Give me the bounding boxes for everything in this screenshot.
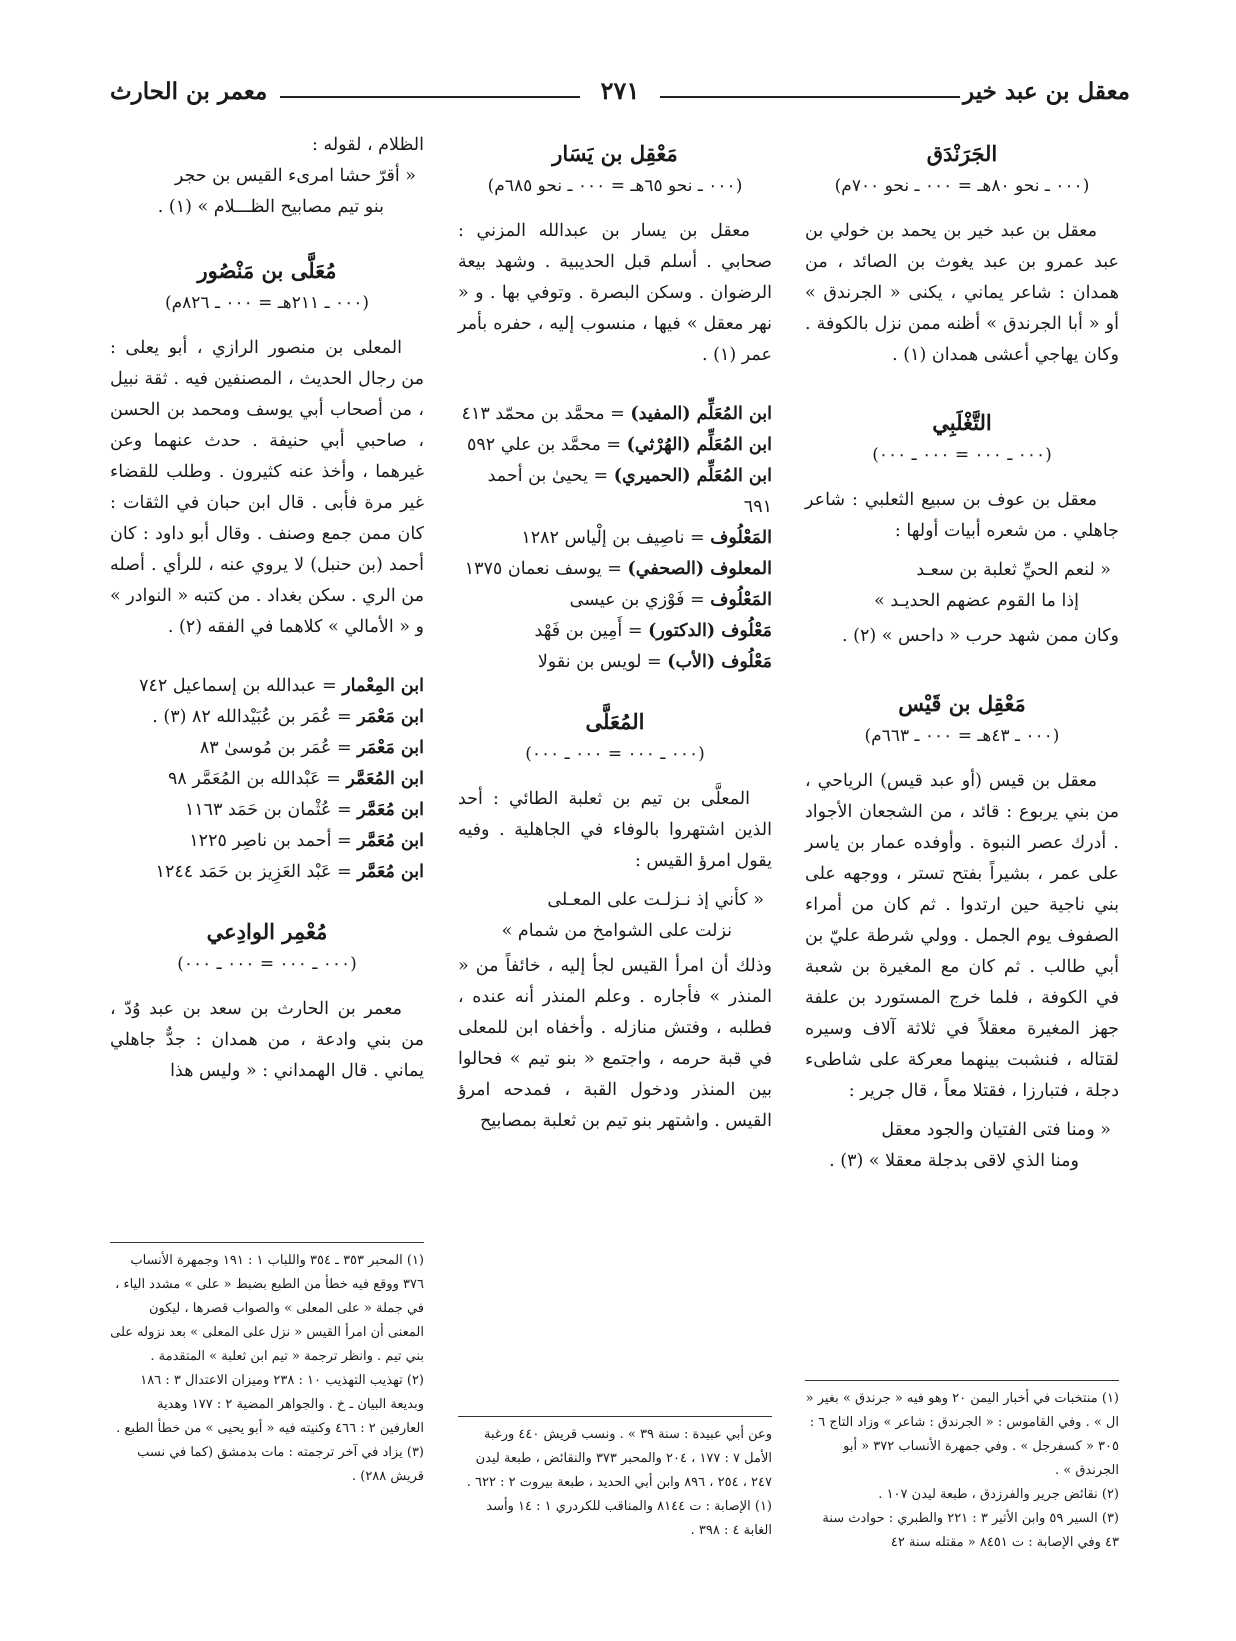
cross-reference: ابن مَعْمَر = عُمَر بن عُبَيْدالله ٨٢ (٣) . <box>152 707 424 727</box>
entry-title: الجَرَنْدَق <box>926 141 998 166</box>
verse-line: نزلت على الشوامخ من شمام » <box>501 921 732 941</box>
entry-body: وذلك أن امرأ القيس لجأ إليه ، خائفاً من « المنذر » فأجاره . وعلم المنذر أنه عنده ، فطلبه ، وفتش منازله . وأخفاه ابن للمعلى في قبة حرمه ، واجتمع « بنو تيم » فحالوا بين المنذر ودخول القبة ، فمدحه امرؤ القيس . واشتهر بنو تيم بن ثعلبة بمصابيح <box>458 956 772 1131</box>
cross-reference: ابن مَعْمَر = عُمَر بن مُوسىٰ ٨٣ <box>199 738 424 758</box>
footnote: وعن أبي عبيدة : سنة ٣٩ » . ونسب قريش ٤٤٠ ورغبة الأمل ٧ : ١٧٧ ، ٢٠٤ والمحبر ٣٧٣ والنقائض ، طبعة ليدن ٢٤٧ ، ٢٥٤ ، ٨٩٦ وابن أبي الحديد ، طبعة بيروت ٢ : ٦٢٢ . <box>466 1427 772 1490</box>
entry-body: معقل بن قيس (أو عبد قيس) الرياحي ، من بني يربوع : قائد ، من الشجعان الأجواد . أدرك عصر النبوة . وأوفده عمار بن ياسر على عمر ، بشيراً بفتح تستر ، ووجهه على بني ناجية حين ارتدوا . ثم كان من أمراء الصفوف يوم الجمل . وولي شرطة عليّ بن أبي طالب . ثم كان مع المغيرة بن شعبة في الكوفة ، فلما خرج المستورد بن علفة جهز المغيرة معقلاً في ثلاثة آلاف وسيره لقتاله ، فنشبت بينهما معركة على شاطىء دجلة ، فتبارزا ، فقتلا معاً ، قال جرير : <box>805 771 1119 1101</box>
cross-reference: المَعْلُوف = ناصِيف بن إلْياس ١٢٨٢ <box>521 528 772 548</box>
column-right <box>805 130 1119 1181</box>
entry-body: المعلى بن منصور الرازي ، أبو يعلى : من رجال الحديث ، المصنفين فيه . ثقة نبيل ، من أصحاب أبي يوسف ومحمد بن الحسن ، صاحبي أبي حنيفة . حدث عنهما وعن غيرهما ، وأخذ عنه كثيرون . وطلب للقضاء غير مرة فأبى . قال ابن حبان في الثقات : كان ممن جمع وصنف . وقال أبو داود : كان أحمد (بن حنبل) لا يروي عنه ، للرأي . أصله من الري . سكن بغداد . من كتبه « النوادر » و « الأمالي » كلاهما في الفقه (٢) . <box>110 338 424 637</box>
entry-body: معقل بن يسار بن عبدالله المزني : صحابي . أسلم قبل الحديبية . وشهد بيعة الرضوان . وسكن البصرة . وتوفي بها . و « نهر معقل » فيها ، منسوب إليه ، حفره بأمر عمر (١) . <box>458 221 772 365</box>
cross-reference: ابن المُعَلِّم (الهُرْثي) = محمَّد بن علي ٥٩٢ <box>466 435 772 455</box>
entry-body: معقل بن عوف بن سبيع الثعلبي : شاعر جاهلي . من شعره أبيات أولها : <box>805 490 1119 541</box>
cross-reference: ابن المِعْمار = عبدالله بن إسماعيل ٧٤٢ <box>139 676 424 696</box>
entry-dates: (٠٠٠ ـ ٠٠٠ = ٠٠٠ ـ ٠٠٠) <box>872 445 1052 465</box>
footnotes-right <box>805 1380 1119 1555</box>
column-left <box>110 130 424 1095</box>
entry-title: المُعَلَّى <box>585 709 645 734</box>
footnote: (٣) يزاد في آخر ترجمته : مات بدمشق (كما في نسب قريش ٢٨٨) . <box>137 1445 424 1484</box>
entry-body: وكان ممن شهد حرب « داحس » (٢) . <box>842 626 1119 646</box>
entry-body: معقل بن عبد خير بن يحمد بن خولي بن عبد عمرو بن عبد يغوث بن الصائد ، من همدان : شاعر يماني ، يكنى « الجرندق » أو « أبا الجرندق » أظنه ممن نزل بالكوفة . وكان يهاجي أعشى همدان (١) . <box>805 221 1119 365</box>
footnote-separator <box>805 1380 1119 1381</box>
verse-line: إذا ما القوم عضهم الحديـد » <box>874 591 1079 611</box>
header-right-title: معقل بن عبد خير <box>963 78 1130 105</box>
entry-dates: (٠٠٠ ـ ٤٣هـ = ٠٠٠ ـ ٦٦٣م) <box>864 726 1060 746</box>
footnotes-middle <box>458 1416 772 1543</box>
header-rule-left <box>280 96 580 98</box>
entry-title: مَعْقِل بن يَسَار <box>552 141 678 166</box>
running-header <box>110 72 1130 116</box>
cross-reference: ابن المُعَلِّم (الحميري) = يحيىٰ بن أحمد ٦٩١ <box>487 466 772 517</box>
cross-reference: ابن مُعَمَّر = عُثْمان بن حَمَد ١١٦٣ <box>184 800 424 820</box>
verse-line: « أقرّ حشا امرىء القيس بن حجر <box>174 166 416 186</box>
footnote: (١) المحبر ٣٥٣ ـ ٣٥٤ واللباب ١ : ١٩١ وجمهرة الأنساب ٣٧٦ ووقع فيه خطأ من الطبع بضبط « على » مشدد الياء ، في جملة « على المعلى » والصواب قصرها ، ليكون المعنى أن امرأ القيس « نزل على المعلى » بعد نزوله على بني تيم . وانظر ترجمة « تيم ابن ثعلبة » المتقدمة . <box>110 1253 424 1364</box>
verse-line: « كأني إذ نـزلـت على المعـلى <box>547 890 764 910</box>
footnote: (١) منتخبات في أخبار اليمن ٢٠ وهو فيه « جرندق » بغير « ال » . وفي القاموس : « الجرندق : شاعر » وزاد التاج ٦ : ٣٠٥ « كسفرجل » . وفي جمهرة الأنساب ٣٧٢ « أبو الجرندق » . <box>805 1391 1119 1478</box>
entry-title: مُعْمِر الوادِعي <box>206 919 328 944</box>
entry-title: مَعْقِل بن قَيْس <box>898 691 1026 716</box>
entry-title: التَّغْلَبِي <box>932 410 992 435</box>
entry-body: المعلَّى بن تيم بن ثعلبة الطائي : أحد الذين اشتهروا بالوفاء في الجاهلية . وفيه يقول امرؤ القيس : <box>458 789 772 871</box>
cross-reference: ابن مُعَمَّر = عَبْد العَزِيز بن حَمَد ١٢٤٤ <box>155 862 424 882</box>
entry-dates: (٠٠٠ ـ ٢١١هـ = ٠٠٠ ـ ٨٢٦م) <box>164 293 370 313</box>
entry-dates: (٠٠٠ ـ نحو ٦٥هـ = ٠٠٠ ـ نحو ٦٨٥م) <box>487 176 743 196</box>
verse-line: ومنا الذي لاقى بدجلة معقلا » (٣) . <box>829 1151 1079 1171</box>
entry-dates: (٠٠٠ ـ ٠٠٠ = ٠٠٠ ـ ٠٠٠) <box>525 744 705 764</box>
cross-reference: ابن المُعَمَّر = عَبْدالله بن المُعَمَّر ٩٨ <box>168 769 424 789</box>
verse-line: « ومنا فتى الفتيان والجود معقل <box>881 1120 1111 1140</box>
continued-text: الظلام ، لقوله : <box>312 135 424 155</box>
footnote: (١) الإصابة : ت ٨١٤٤ والمناقب للكردري ١ : ١٤ وأسد الغابة ٤ : ٣٩٨ . <box>486 1499 772 1538</box>
footnote-separator <box>458 1416 772 1417</box>
footnote-separator <box>110 1242 424 1243</box>
verse-line: « لنعم الحيِّ ثعلبة بن سعـد <box>916 560 1111 580</box>
page-number: ٢٧١ <box>587 76 654 105</box>
entry-body: معمر بن الحارث بن سعد بن عبد وُدّ ، من بني وادعة ، من همدان : جدٌّ جاهلي يماني . قال الهمداني : « وليس هذا <box>110 999 424 1081</box>
entry-dates: (٠٠٠ ـ ٠٠٠ = ٠٠٠ ـ ٠٠٠) <box>177 954 357 974</box>
cross-reference: مَعْلُوف (الدكتور) = أَمِين بن فَهْد <box>534 621 772 641</box>
footnote: (٢) تهذيب التهذيب ١٠ : ٢٣٨ وميزان الاعتدال ٣ : ١٨٦ وبديعة البيان ـ خ . والجواهر المضية ٢ : ١٧٧ وهدية العارفين ٢ : ٤٦٦ وكنيته فيه « أبو يحيى » من خطأ الطبع . <box>116 1373 424 1436</box>
verse-line: بنو تيم مصابيح الظـــلام » (١) . <box>157 197 384 217</box>
footnotes-left <box>110 1242 424 1489</box>
cross-reference: المعلوف (الصحفي) = يوسف نعمان ١٣٧٥ <box>464 559 772 579</box>
cross-reference: المَعْلُوف = فَوْزي بن عيسى <box>569 590 772 610</box>
column-middle <box>458 130 772 1145</box>
header-left-title: معمر بن الحارث <box>110 78 268 105</box>
footnote: (٢) نقائض جرير والفرزدق ، طبعة ليدن ١٠٧ . <box>878 1487 1119 1502</box>
footnote: (٣) السير ٥٩ وابن الأثير ٣ : ٢٢١ والطبري : حوادث سنة ٤٣ وفي الإصابة : ت ٨٤٥١ « مقتله سنة ٤٢ <box>822 1511 1119 1550</box>
header-rule-right <box>660 96 960 98</box>
cross-reference: ابن المُعَلِّم (المفيد) = محمَّد بن محمّد ٤١٣ <box>461 404 772 424</box>
cross-reference: ابن مُعَمَّر = أحمد بن ناصِر ١٢٢٥ <box>189 831 424 851</box>
entry-dates: (٠٠٠ ـ نحو ٨٠هـ = ٠٠٠ ـ نحو ٧٠٠م) <box>834 176 1090 196</box>
entry-title: مُعَلَّى بن مَنْصُور <box>197 258 337 283</box>
cross-reference: مَعْلُوف (الأب) = لويس بن نقولا <box>537 652 772 672</box>
